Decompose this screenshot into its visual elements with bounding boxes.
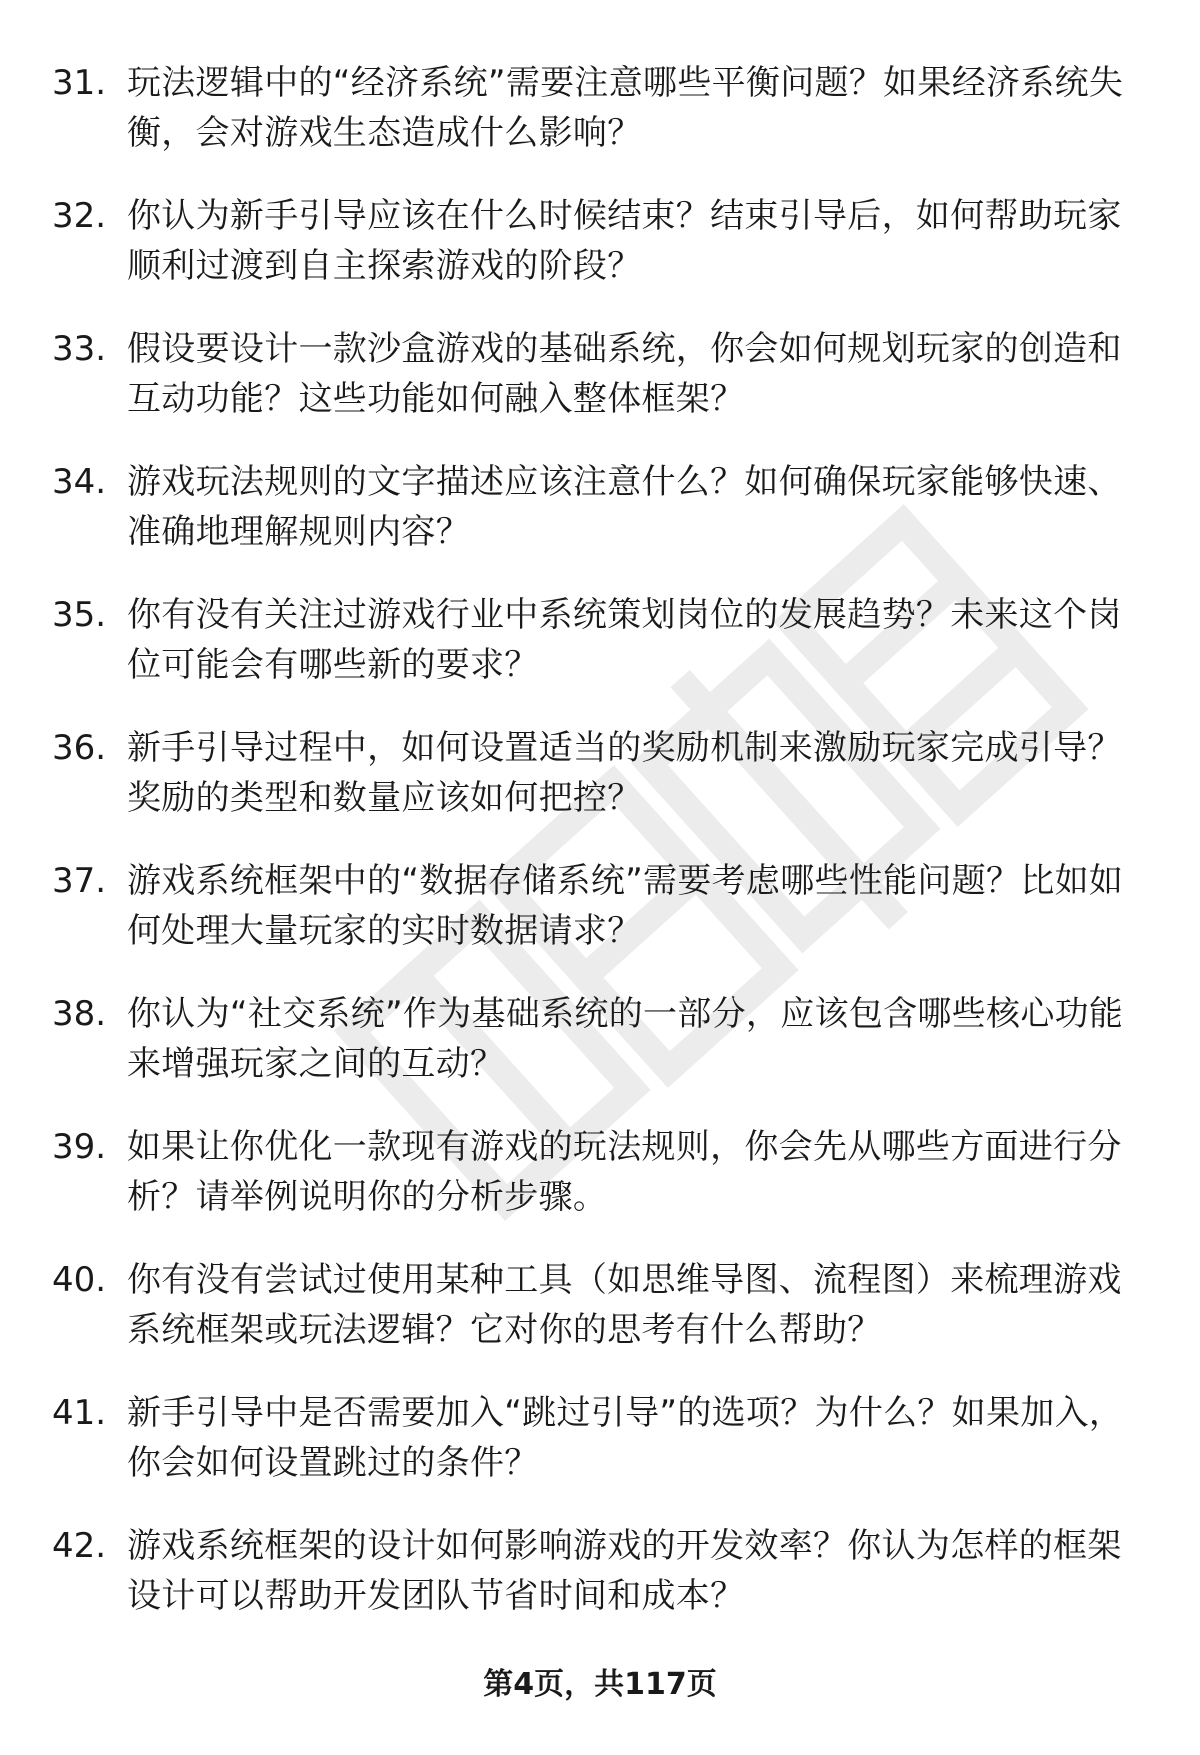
question-text: 如果让你优化一款现有游戏的玩法规则，你会先从哪些方面进行分析？请举例说明你的分析步骤。 — [127, 1127, 1122, 1217]
question-text: 假设要设计一款沙盒游戏的基础系统，你会如何规划玩家的创造和互动功能？这些功能如何融入整体框架？ — [127, 329, 1122, 419]
page-number-footer: 第4页，共117页 — [483, 1667, 717, 1702]
question-number: 32. — [52, 196, 107, 236]
question-number: 42. — [52, 1526, 107, 1566]
question-number: 36. — [52, 728, 107, 768]
question-number: 41. — [52, 1393, 107, 1433]
question-number: 40. — [52, 1260, 107, 1300]
question-item — [0, 989, 1200, 1122]
question-text: 玩法逻辑中的“经济系统”需要注意哪些平衡问题？如果经济系统失衡，会对游戏生态造成什么影响？ — [127, 63, 1124, 153]
question-number: 31. — [52, 63, 107, 103]
question-text: 游戏玩法规则的文字描述应该注意什么？如何确保玩家能够快速、准确地理解规则内容？ — [127, 462, 1122, 552]
question-list — [0, 58, 1200, 1654]
question-item — [0, 324, 1200, 457]
question-text: 游戏系统框架中的“数据存储系统”需要考虑哪些性能问题？比如如何处理大量玩家的实时数据请求？ — [127, 861, 1124, 951]
question-item — [0, 1122, 1200, 1255]
question-item — [0, 1255, 1200, 1388]
question-number: 34. — [52, 462, 107, 502]
question-number: 38. — [52, 994, 107, 1034]
question-item — [0, 457, 1200, 590]
question-item — [0, 1521, 1200, 1654]
question-text: 你认为新手引导应该在什么时候结束？结束引导后，如何帮助玩家顺利过渡到自主探索游戏的阶段？ — [127, 196, 1122, 286]
question-text: 新手引导过程中，如何设置适当的奖励机制来激励玩家完成引导？奖励的类型和数量应该如何把控？ — [127, 728, 1122, 818]
question-item — [0, 1388, 1200, 1521]
question-text: 游戏系统框架的设计如何影响游戏的开发效率？你认为怎样的框架设计可以帮助开发团队节省时间和成本？ — [127, 1526, 1122, 1616]
question-item — [0, 58, 1200, 191]
question-text: 新手引导中是否需要加入“跳过引导”的选项？为什么？如果加入，你会如何设置跳过的条件？ — [127, 1393, 1124, 1483]
question-number: 39. — [52, 1127, 107, 1167]
question-number: 37. — [52, 861, 107, 901]
question-item — [0, 590, 1200, 723]
question-number: 33. — [52, 329, 107, 369]
question-text: 你有没有尝试过使用某种工具（如思维导图、流程图）来梳理游戏系统框架或玩法逻辑？它对你的思考有什么帮助？ — [127, 1260, 1122, 1350]
question-item — [0, 856, 1200, 989]
question-item — [0, 191, 1200, 324]
question-item — [0, 723, 1200, 856]
question-number: 35. — [52, 595, 107, 635]
question-text: 你认为“社交系统”作为基础系统的一部分，应该包含哪些核心功能来增强玩家之间的互动？ — [127, 994, 1124, 1084]
question-text: 你有没有关注过游戏行业中系统策划岗位的发展趋势？未来这个岗位可能会有哪些新的要求？ — [127, 595, 1122, 685]
